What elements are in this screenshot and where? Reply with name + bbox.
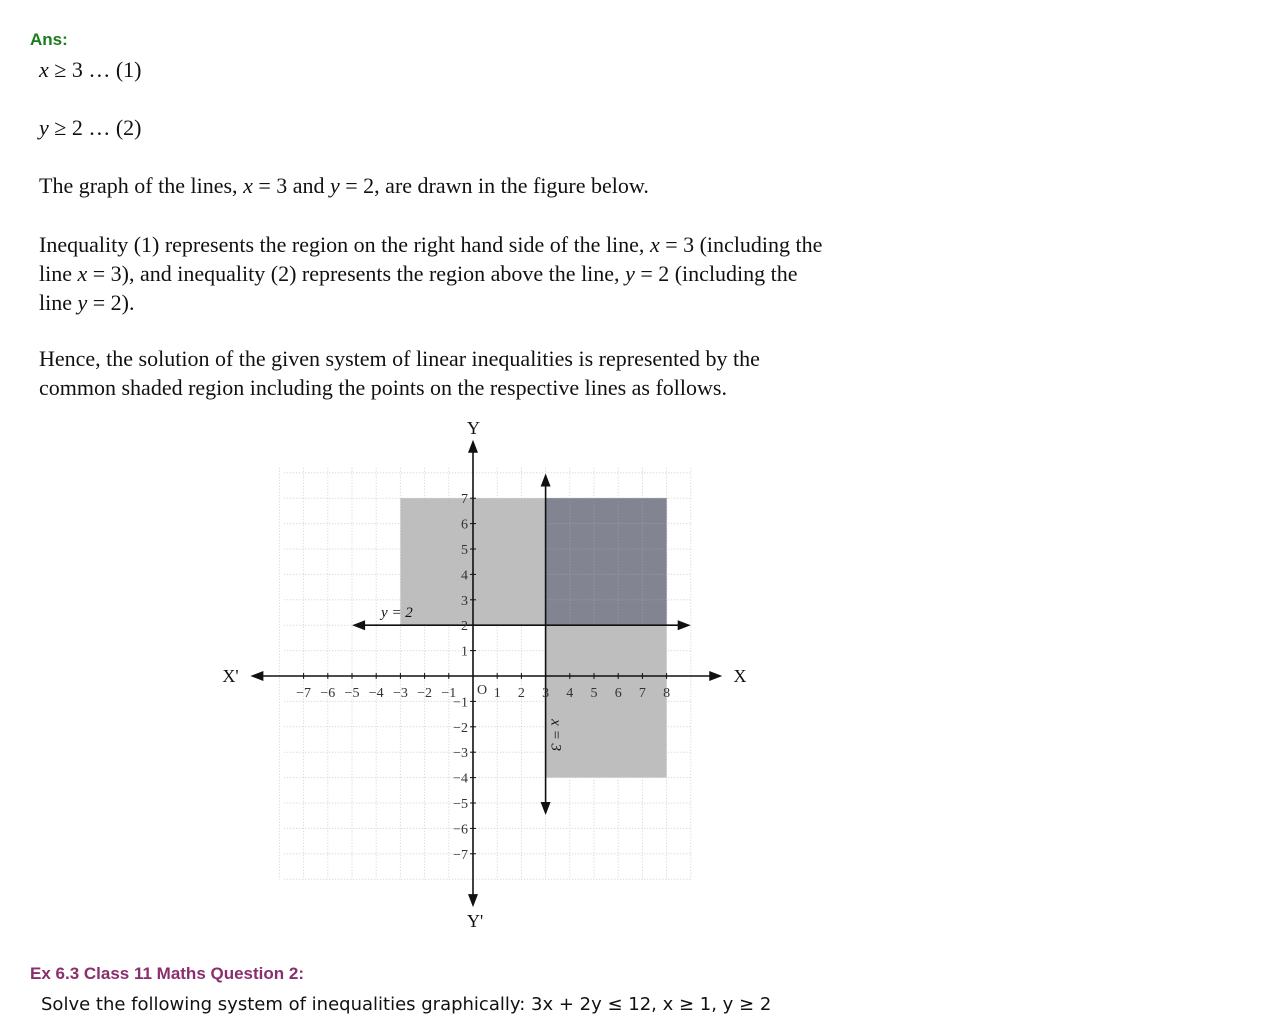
line-arrow-icon	[352, 620, 365, 630]
question-text: Solve the following system of inequalities graphically: 3x + 2y ≤ 12, x ≥ 1, y ≥ 2	[41, 994, 772, 1015]
y-tick-label: 2	[461, 619, 468, 635]
answer-label: Ans:	[30, 30, 68, 49]
line-arrow-icon	[541, 474, 551, 487]
y-axis-label: Y	[467, 417, 480, 438]
y-tick-label: −6	[453, 822, 468, 838]
line-arrow-icon	[541, 802, 551, 815]
y-tick-label: 4	[461, 568, 468, 584]
x-tick-label: −5	[344, 686, 360, 701]
y-axis-neg-label: Y'	[467, 911, 484, 932]
inequality-2: y ≥ 2 … (2)	[39, 115, 142, 140]
x-tick-label: 2	[517, 686, 525, 701]
y-tick-label: 1	[461, 644, 468, 660]
y-axis-arrow-icon	[468, 894, 478, 907]
y-tick-label: −1	[453, 695, 468, 711]
x-tick-label: 3	[542, 686, 550, 701]
x-tick-label: −7	[296, 686, 312, 701]
origin-label: O	[477, 683, 488, 698]
y-tick-label: −2	[453, 720, 468, 736]
x-tick-label: 4	[566, 686, 574, 701]
y-tick-label: −5	[453, 797, 468, 812]
y-tick-label: 5	[461, 543, 468, 558]
y-tick-label: 6	[461, 517, 468, 533]
y-tick-label: −4	[453, 771, 468, 787]
x-tick-label: 5	[590, 686, 598, 701]
x-tick-label: 6	[614, 686, 622, 701]
x-tick-label: 1	[493, 686, 501, 701]
x-axis-arrow-icon	[709, 671, 722, 681]
paragraph-solution: Hence, the solution of the given system of linear inequalities is represented by the common shaded region including the points on the respective lines as follows.	[39, 346, 760, 400]
x-tick-label: 8	[663, 686, 671, 701]
line-arrow-icon	[678, 620, 691, 630]
line-label-y-2: y = 2	[381, 605, 413, 622]
x-tick-label: −2	[417, 686, 433, 701]
paragraph-inequality-regions: Inequality (1) represents the region on the right hand side of the line, x = 3 (including the line x = 3), and inequality (2) represents the region above the line, y = 2 (including the line y = 2).	[39, 232, 823, 315]
x-tick-label: −3	[392, 686, 408, 701]
inequality-1: x ≥ 3 … (1)	[39, 57, 142, 82]
question-heading: Ex 6.3 Class 11 Maths Question 2:	[30, 964, 305, 983]
x-axis-arrow-icon	[250, 671, 263, 681]
y-tick-label: −3	[453, 746, 468, 762]
x-axis-neg-label: X'	[222, 666, 239, 686]
x-tick-label: 7	[638, 686, 646, 701]
x-tick-label: −6	[320, 686, 336, 701]
shaded-region	[546, 498, 667, 625]
line-label-x-3: x = 3	[547, 719, 564, 751]
y-tick-label: 3	[461, 593, 468, 609]
x-tick-label: −1	[441, 686, 457, 701]
inequality-graph	[220, 417, 747, 932]
y-tick-label: 7	[461, 492, 468, 508]
x-axis-label: X	[733, 666, 747, 686]
y-axis-arrow-icon	[468, 440, 478, 453]
x-tick-label: −4	[368, 686, 384, 701]
paragraph-graph-lines: The graph of the lines, x = 3 and y = 2, are drawn in the figure below.	[39, 173, 649, 198]
y-tick-label: −7	[453, 847, 468, 863]
